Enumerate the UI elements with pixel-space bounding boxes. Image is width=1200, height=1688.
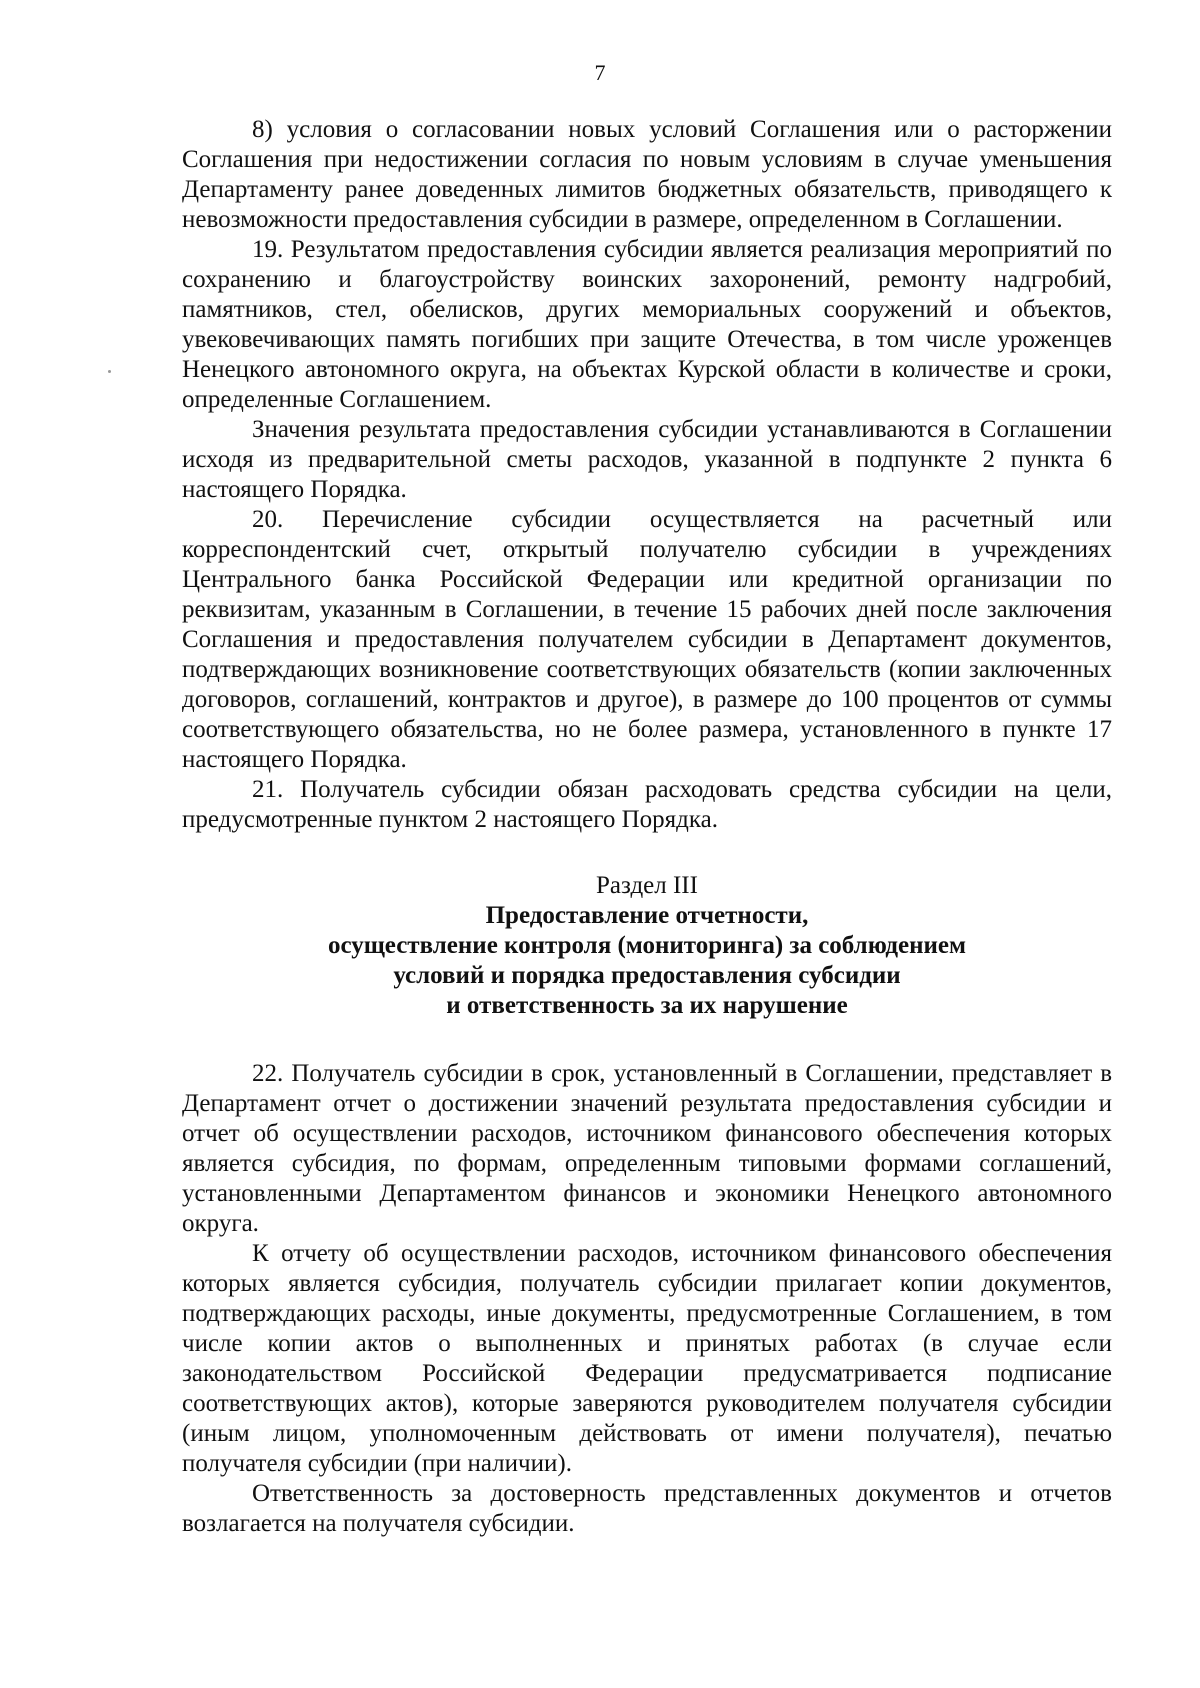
scan-speck [108, 370, 111, 373]
paragraph-8-conditions: 8) условия о согласовании новых условий Соглашения или о расторжении Соглашения при недостижении согласия по новым условиям в случае уменьшения Департаменту ранее доведенных лимитов бюджетных обязательств, приводящего к невозможности предоставления субсидии в размере, определенном в Соглашении. [182, 116, 1112, 233]
paragraph-19-result: 19. Результатом предоставления субсидии является реализация мероприятий по сохранению и благоустройству воинских захоронений, ремонту надгробий, памятников, стел, обелисков, других мемориальных сооружений и объектов, увековечивающих память погибших при защите Отечества, в том числе уроженцев Ненецкого автономного округа, на объектах Курской области в количестве и сроки, определенные Соглашением. [182, 236, 1112, 413]
paragraph-result-values: Значения результата предоставления субсидии устанавливаются в Соглашении исходя из предварительной сметы расходов, указанной в подпункте 2 пункта 6 настоящего Порядка. [182, 416, 1112, 503]
section-label: Раздел III [596, 872, 698, 899]
paragraph-report-attachments: К отчету об осуществлении расходов, источником финансового обеспечения которых является субсидия, получатель субсидии прилагает копии документов, подтверждающих расходы, иные документы, предусмотренные Соглашением, в том числе копии актов о выполненных и принятых работах (в случае если законодательством Российской Федерации предусматривается подписание соответствующих актов), которые заверяются руководителем получателя субсидии (иным лицом, уполномоченным действовать от имени получателя), печатью получателя субсидии (при наличии). [182, 1240, 1112, 1477]
section-title-line: Предоставление отчетности, [485, 902, 809, 929]
paragraph-21-spending: 21. Получатель субсидии обязан расходовать средства субсидии на цели, предусмотренные пунктом 2 настоящего Порядка. [182, 776, 1112, 833]
paragraph-22-reporting: 22. Получатель субсидии в срок, установленный в Соглашении, представляет в Департамент отчет о достижении значений результата предоставления субсидии и отчет об осуществлении расходов, источником финансового обеспечения которых является субсидия, по формам, определенным типовыми формами соглашений, установленными Департаментом финансов и экономики Ненецкого автономного округа. [182, 1060, 1112, 1237]
paragraph-20-transfer: 20. Перечисление субсидии осуществляется на расчетный или корреспондентский счет, открытый получателю субсидии в учреждениях Центрального банка Российской Федерации или кредитной организации по реквизитам, указанным в Соглашении, в течение 15 рабочих дней после заключения Соглашения и предоставления получателем субсидии в Департамент документов, подтверждающих возникновение соответствующих обязательств (копии заключенных договоров, соглашений, контрактов и другое), в размере до 100 процентов от суммы соответствующего обязательства, но не более размера, установленного в пункте 17 настоящего Порядка. [182, 506, 1112, 773]
page-number: 7 [594, 60, 606, 85]
section-title [182, 901, 1112, 1021]
paragraph-responsibility: Ответственность за достоверность представленных документов и отчетов возлагается на получателя субсидии. [182, 1480, 1112, 1537]
document-body [182, 115, 1112, 1539]
section-title-line: условий и порядка предоставления субсидии [393, 962, 901, 989]
section-heading [182, 871, 1112, 1021]
section-title-line: и ответственность за их нарушение [446, 992, 848, 1019]
section-title-line: осуществление контроля (мониторинга) за соблюдением [327, 932, 967, 959]
